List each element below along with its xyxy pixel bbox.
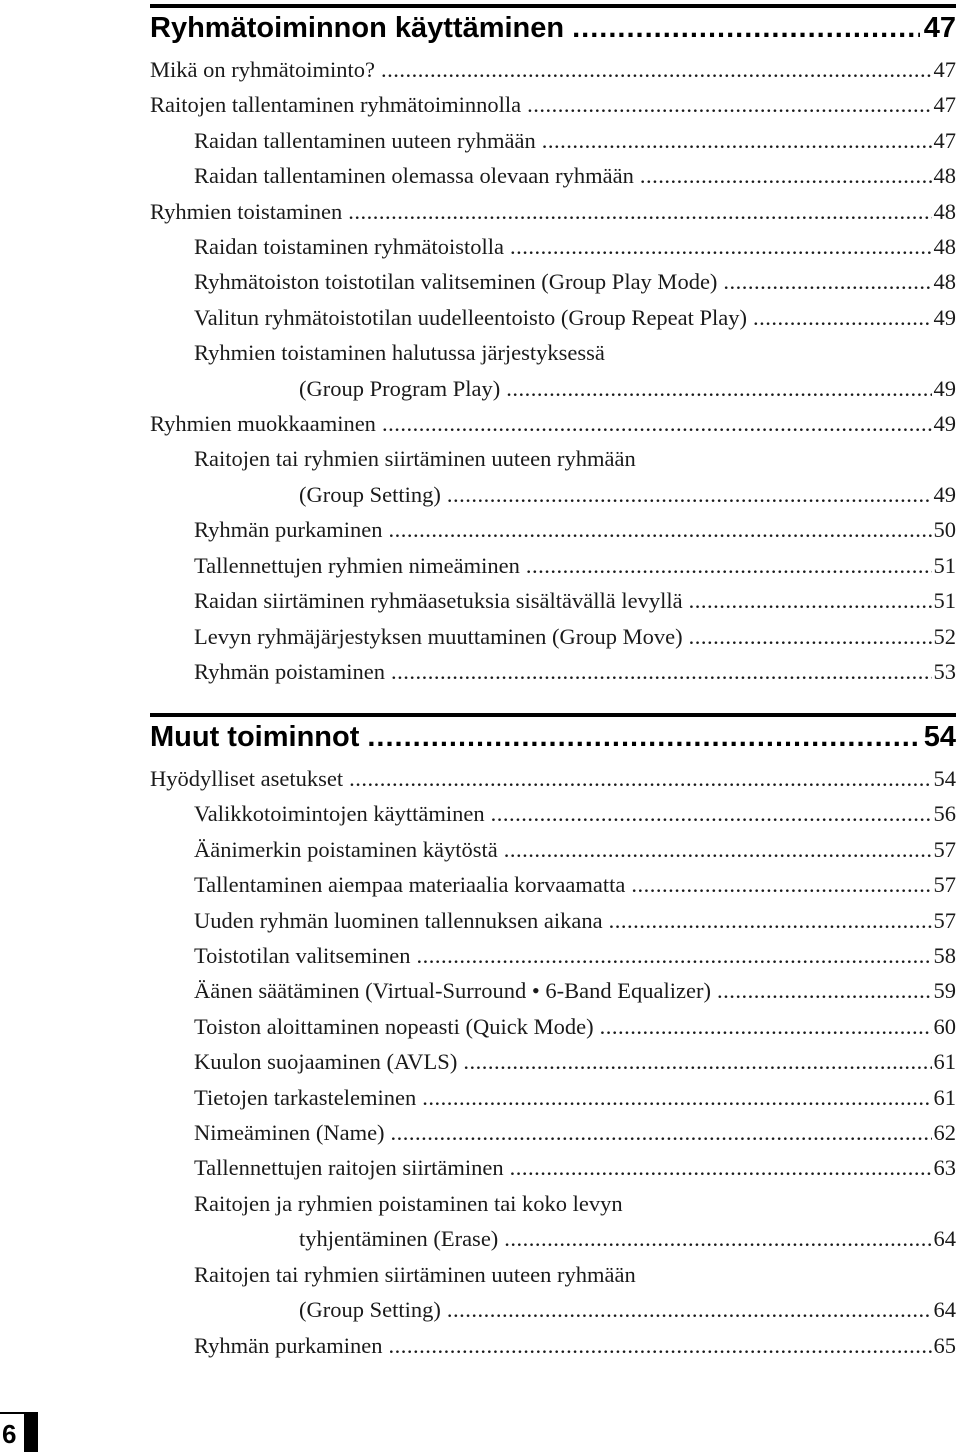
entry-page-number: 49: [933, 375, 956, 401]
toc-entry[interactable]: [150, 654, 956, 689]
entry-title: Tallentaminen aiempaa materiaalia korvaamatta: [194, 872, 626, 898]
entry-title: Ryhmän purkaminen: [194, 1332, 383, 1358]
dot-leader: [391, 654, 932, 689]
entry-title: Ryhmän poistaminen: [194, 658, 385, 684]
section-page-number: 47: [923, 12, 956, 44]
dot-leader: [348, 194, 931, 229]
entry-page-number: 49: [933, 411, 956, 437]
entry-page-number: 48: [933, 234, 956, 260]
toc-entry[interactable]: [150, 548, 956, 583]
dot-leader: [382, 406, 932, 441]
toc-entry[interactable]: [150, 1328, 956, 1363]
page-number: 6: [0, 1414, 24, 1452]
toc-entry-multiline[interactable]: [150, 335, 956, 406]
toc-entry[interactable]: [150, 1080, 956, 1115]
toc-entry-continuation: [150, 1292, 956, 1327]
entry-page-number: 64: [933, 1226, 956, 1252]
entry-page-number: 47: [933, 57, 956, 82]
dot-leader: [609, 903, 932, 938]
entry-title-line1: Raitojen tai ryhmien siirtäminen uuteen ryhmään: [194, 446, 636, 472]
toc-entry[interactable]: [150, 583, 956, 618]
entry-title: Tallennettujen ryhmien nimeäminen: [194, 552, 520, 578]
toc-entry[interactable]: [150, 87, 956, 122]
dot-leader: [510, 1150, 932, 1185]
entry-page-number: 53: [933, 658, 956, 684]
toc-entry[interactable]: [150, 194, 956, 229]
entry-title-line1: Ryhmien toistaminen halutussa järjestyksessä: [194, 340, 605, 366]
entry-page-number: 61: [933, 1084, 956, 1110]
entry-title: Kuulon suojaaminen (AVLS): [194, 1049, 458, 1075]
toc-entry-multiline[interactable]: [150, 1186, 956, 1257]
entry-title: Ryhmän purkaminen: [194, 517, 383, 543]
entry-page-number: 51: [933, 588, 956, 614]
dot-leader: [689, 619, 932, 654]
dot-leader: [600, 1009, 932, 1044]
entry-page-number: 49: [933, 304, 956, 330]
toc-entry-continuation: [150, 371, 956, 406]
toc-entry[interactable]: [150, 832, 956, 867]
entry-page-number: 57: [933, 872, 956, 898]
dot-leader: [723, 264, 931, 299]
section-divider: [150, 713, 956, 717]
entry-page-number: 62: [933, 1120, 956, 1146]
dot-leader: [381, 52, 932, 87]
section-title: Ryhmätoiminnon käyttäminen: [150, 12, 565, 44]
entry-title-line1: Raitojen ja ryhmien poistaminen tai koko levyn: [194, 1190, 623, 1216]
entry-title: Raidan tallentaminen olemassa olevaan ryhmään: [194, 163, 634, 189]
entry-title: Äänen säätäminen (Virtual-Surround • 6-Band Equalizer): [194, 978, 711, 1004]
entry-title: Uuden ryhmän luominen tallennuksen aikana: [194, 907, 603, 933]
toc-entry[interactable]: [150, 761, 956, 796]
dot-leader: [391, 1115, 932, 1150]
entry-page-number: 61: [933, 1049, 956, 1075]
dot-leader: [640, 158, 932, 193]
dot-leader: [491, 796, 932, 831]
toc-entry[interactable]: [150, 123, 956, 158]
toc-entry-continuation: [150, 1221, 956, 1256]
toc-entry[interactable]: [150, 1115, 956, 1150]
section-heading[interactable]: [150, 721, 956, 761]
toc-entry[interactable]: [150, 229, 956, 264]
dot-leader: [422, 1080, 931, 1115]
toc-entry[interactable]: [150, 938, 956, 973]
entry-title: tyhjentäminen (Erase): [299, 1226, 499, 1252]
dot-leader: [504, 1221, 931, 1256]
toc-entry[interactable]: [150, 973, 956, 1008]
entry-title: Toistotilan valitseminen: [194, 943, 411, 969]
dot-leader: [510, 229, 932, 264]
entry-page-number: 60: [933, 1013, 956, 1039]
dot-leader: [447, 1292, 932, 1327]
dot-leader: [526, 548, 932, 583]
dot-leader: [388, 1328, 931, 1363]
dot-leader: [388, 512, 931, 547]
entry-title-line1: Raitojen tai ryhmien siirtäminen uuteen ryhmään: [194, 1261, 636, 1287]
entry-title: (Group Setting): [299, 481, 441, 507]
entry-page-number: 49: [933, 481, 956, 507]
entry-title: Raidan tallentaminen uuteen ryhmään: [194, 127, 536, 153]
dot-leader: [463, 1044, 931, 1079]
dot-leader: [417, 938, 932, 973]
dot-leader: [572, 12, 920, 45]
entry-page-number: 56: [933, 801, 956, 827]
entry-title: Valikkotoimintojen käyttäminen: [194, 801, 485, 827]
section-heading[interactable]: [150, 12, 956, 52]
entry-title: Hyödylliset asetukset: [150, 766, 344, 791]
dot-leader: [631, 867, 931, 902]
toc-section-group-functions: [150, 12, 956, 689]
toc-entry[interactable]: [150, 796, 956, 831]
entry-page-number: 52: [933, 623, 956, 649]
dot-leader: [447, 477, 932, 512]
toc-entry[interactable]: [150, 903, 956, 938]
section-page-number: 54: [923, 721, 956, 753]
entry-page-number: 63: [933, 1155, 956, 1181]
toc-entry[interactable]: [150, 158, 956, 193]
dot-leader: [367, 721, 919, 754]
entry-page-number: 48: [933, 269, 956, 295]
entry-title: Tietojen tarkasteleminen: [194, 1084, 417, 1110]
entry-page-number: 58: [933, 943, 956, 969]
entry-title: Toiston aloittaminen nopeasti (Quick Mode): [194, 1013, 594, 1039]
toc-entry[interactable]: [150, 264, 956, 299]
toc-entry[interactable]: [150, 300, 956, 335]
entry-page-number: 48: [933, 163, 956, 189]
toc-entry[interactable]: [150, 1044, 956, 1079]
entry-page-number: 47: [933, 127, 956, 153]
toc-entry[interactable]: [150, 1150, 956, 1185]
entry-title: (Group Program Play): [299, 375, 501, 401]
dot-leader: [689, 583, 932, 618]
entry-title: Ryhmien toistaminen: [150, 198, 343, 224]
entry-page-number: 51: [933, 552, 956, 578]
entry-page-number: 48: [933, 198, 956, 224]
entry-title: Raitojen tallentaminen ryhmätoiminnolla: [150, 92, 522, 118]
toc-entry-multiline[interactable]: [150, 1257, 956, 1328]
dot-leader: [349, 761, 931, 796]
entry-title: Ryhmien muokkaaminen: [150, 411, 376, 437]
toc-section-other-functions: [150, 721, 956, 1363]
toc-entry[interactable]: [150, 619, 956, 654]
entry-title: Äänimerkin poistaminen käytöstä: [194, 836, 498, 862]
section-title: Muut toiminnot: [150, 721, 360, 753]
entry-page-number: 57: [933, 836, 956, 862]
dot-leader: [504, 832, 932, 867]
dot-leader: [542, 123, 932, 158]
entry-title: Raidan siirtäminen ryhmäasetuksia sisältävällä levyllä: [194, 588, 683, 614]
toc-entry[interactable]: [150, 512, 956, 547]
section-divider: [150, 4, 956, 8]
toc-entry[interactable]: [150, 406, 956, 441]
entry-title: Valitun ryhmätoistotilan uudelleentoisto (Group Repeat Play): [194, 304, 748, 330]
toc-entry[interactable]: [150, 867, 956, 902]
dot-leader: [527, 87, 931, 122]
entry-title: Mikä on ryhmätoiminto?: [150, 57, 375, 82]
entry-title: Raidan toistaminen ryhmätoistolla: [194, 234, 504, 260]
entry-page-number: 47: [933, 92, 956, 118]
toc-entry-continuation: [150, 477, 956, 512]
entry-page-number: 65: [933, 1332, 956, 1358]
entry-page-number: 57: [933, 907, 956, 933]
entry-page-number: 59: [933, 978, 956, 1004]
dot-leader: [753, 300, 931, 335]
entry-title: Tallennettujen raitojen siirtäminen: [194, 1155, 504, 1181]
toc-entry-multiline[interactable]: [150, 441, 956, 512]
entry-page-number: 50: [933, 517, 956, 543]
entry-page-number: 64: [933, 1297, 956, 1323]
toc-entry[interactable]: [150, 52, 956, 87]
dot-leader: [717, 973, 932, 1008]
entry-title: (Group Setting): [299, 1297, 441, 1323]
entry-title: Nimeäminen (Name): [194, 1120, 385, 1146]
entry-title: Ryhmätoiston toistotilan valitseminen (Group Play Mode): [194, 269, 718, 295]
dot-leader: [506, 371, 931, 406]
entry-page-number: 54: [933, 766, 956, 791]
toc-entry[interactable]: [150, 1009, 956, 1044]
entry-title: Levyn ryhmäjärjestyksen muuttaminen (Group Move): [194, 623, 683, 649]
